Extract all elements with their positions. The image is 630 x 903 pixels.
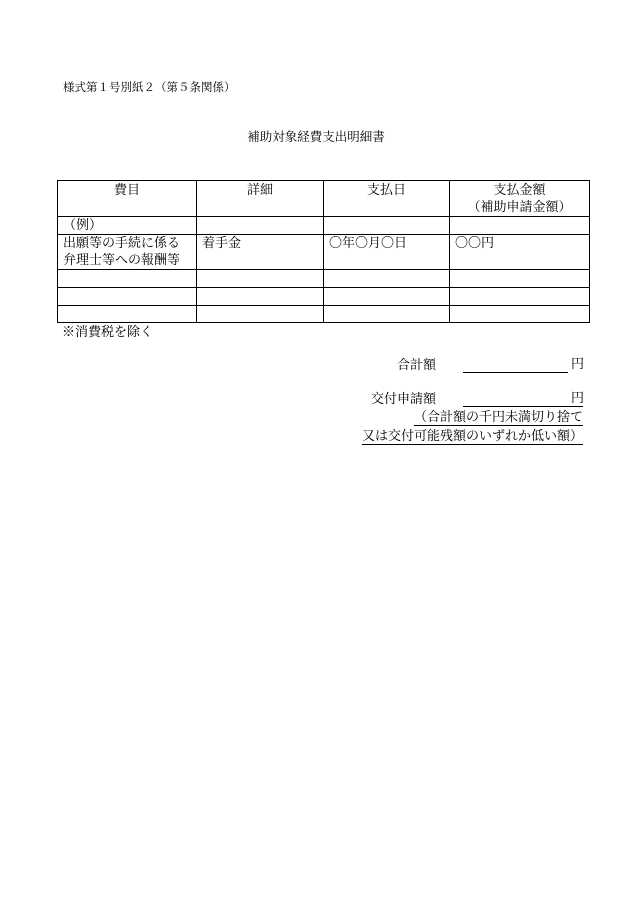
table-cell — [197, 288, 324, 306]
table-row — [58, 217, 590, 235]
example-label-cell: （例） — [58, 217, 197, 235]
table-cell — [58, 306, 197, 323]
table-cell — [58, 270, 197, 288]
application-note-line2: 又は交付可能残額のいずれか低い額） — [361, 429, 583, 444]
table-header-row — [58, 181, 590, 217]
total-amount-unit: 円 — [571, 357, 585, 372]
example-expense-item-line1: 出願等の手続に係る — [63, 236, 181, 251]
header-payment-amount-label: 支払金額 — [493, 183, 546, 198]
table-cell — [197, 306, 324, 323]
example-expense-item-cell — [58, 235, 197, 270]
table-cell — [450, 217, 590, 235]
table-cell — [450, 270, 590, 288]
expense-detail-table — [57, 180, 590, 323]
table-row — [58, 270, 590, 288]
header-payment-amount — [450, 181, 590, 217]
form-number: 様式第１号別紙２（第５条関係） — [63, 80, 236, 94]
document-title: 補助対象経費支出明細書 — [247, 129, 385, 144]
table-cell — [197, 217, 324, 235]
table-cell — [324, 306, 450, 323]
header-payment-amount-sublabel: （補助申請金額） — [467, 200, 572, 215]
example-details-cell: 着手金 — [197, 235, 324, 270]
example-payment-amount-cell: 〇〇円 — [450, 235, 590, 270]
application-note-line1: （合計額の千円未満切り捨て — [413, 410, 583, 425]
header-expense-item: 費目 — [58, 181, 197, 217]
header-payment-date: 支払日 — [324, 181, 450, 217]
table-cell — [324, 217, 450, 235]
table-cell — [324, 288, 450, 306]
table-cell — [450, 288, 590, 306]
table-row — [58, 288, 590, 306]
table-cell — [197, 270, 324, 288]
table-cell — [324, 270, 450, 288]
application-amount-label: 交付申請額 — [370, 392, 436, 407]
table-row — [58, 306, 590, 323]
total-amount-blank-line — [463, 358, 568, 373]
table-cell — [58, 288, 197, 306]
example-payment-date-cell: 〇年〇月〇日 — [324, 235, 450, 270]
application-amount-blank-line — [463, 392, 583, 407]
tax-note: ※消費税を除く — [62, 325, 154, 340]
total-amount-label: 合計額 — [396, 358, 436, 373]
table-cell — [450, 306, 590, 323]
header-details: 詳細 — [197, 181, 324, 217]
example-expense-item-line2: 弁理士等への報酬等 — [63, 253, 181, 268]
application-amount-unit: 円 — [571, 391, 585, 406]
table-row — [58, 235, 590, 270]
